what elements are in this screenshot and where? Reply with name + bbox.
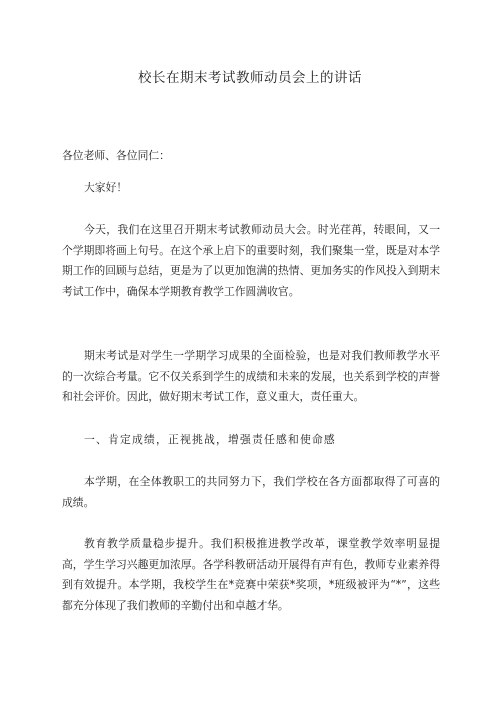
greeting: 大家好！ xyxy=(84,181,128,194)
paragraph-achievements: 本学期，在全体教职工的共同努力下，我们学校在各方面都取得了可喜的成绩。 xyxy=(62,475,440,509)
paragraph-teaching-quality: 教育教学质量稳步提升。我们积极推进教学改革，课堂教学效率明显提高，学生学习兴趣更加浓厚。各学科教研活动开展得有声有色，教师专业素养得到有效提升。本学期，我校学生在*竞赛中荣获*奖项，*班级被评为“*”，这些都充分体现了我们教师的辛勤付出和卓越才华。 xyxy=(62,537,440,612)
document-title: 校长在期末考试教师动员会上的讲话 xyxy=(138,70,362,86)
paragraph-significance: 期末考试是对学生一学期学习成果的全面检验，也是对我们教师教学水平的一次综合考量。它不仅关系到学生的成绩和未来的发展，也关系到学校的声誉和社会评价。因此，做好期末考试工作，意义重大，责任重大。 xyxy=(62,349,440,403)
section-heading: 一、肯定成绩，正视挑战，增强责任感和使命感 xyxy=(84,433,336,446)
salutation: 各位老师、各位同仁： xyxy=(62,149,170,162)
paragraph-intro: 今天，我们在这里召开期末考试教师动员大会。时光荏苒，转眼间，又一个学期即将画上句号。在这个承上启下的重要时刻，我们聚集一堂，既是对本学期工作的回顾与总结，更是为了以更加饱满的热情、更加务实的作风投入到期末考试工作中，确保本学期教育教学工作圆满收官。 xyxy=(62,223,440,298)
